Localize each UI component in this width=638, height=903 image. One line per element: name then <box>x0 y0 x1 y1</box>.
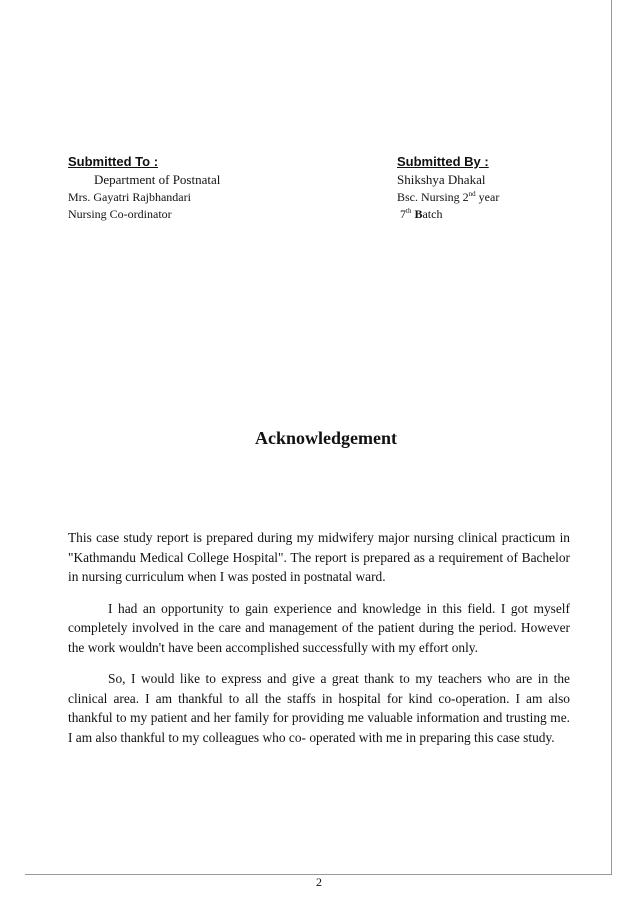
supervisor-role: Nursing Co-ordinator <box>68 207 172 221</box>
student-name: Shikshya Dhakal <box>397 172 486 187</box>
batch-rest: atch <box>422 207 443 221</box>
paragraph-3: So, I would like to express and give a great thank to my teachers who are in the clinical area. I am thankful to all the staffs in hospital for kind co-operation. I am also thankful to my patient and her family for providing me valuable information and trusting me. I am also thankful to my colleagues who co- operated with me in preparing this case study. <box>68 671 570 745</box>
course-ordinal: nd <box>468 190 476 198</box>
submitted-by-heading: Submitted By : <box>397 154 489 169</box>
course-prefix: Bsc. Nursing 2 <box>397 190 469 204</box>
batch-ordinal: th <box>406 207 412 215</box>
submitted-to-heading: Submitted To : <box>68 154 159 169</box>
batch-number: 7 <box>400 207 406 221</box>
course-suffix: year <box>475 190 500 204</box>
supervisor-name: Mrs. Gayatri Rajbhandari <box>68 190 191 204</box>
department-name: Department of Postnatal <box>94 172 221 187</box>
student-batch <box>397 206 607 223</box>
batch-initial: B <box>414 207 423 221</box>
paragraph-1: This case study report is prepared during my midwifery major nursing clinical practicum in "Kathmandu Medical College Hospital". The report is prepared as a requirement of Bachelor in nursing curriculum when I was posted in postnatal ward. <box>68 530 570 584</box>
submitted-to-block <box>68 153 348 223</box>
student-course <box>397 189 607 206</box>
submitted-by-block <box>397 153 607 223</box>
paragraph-2: I had an opportunity to gain experience and knowledge in this field. I got myself completely involved in the care and management of the patient during the period. However the work wouldn't have been accomplished successfully with my effort only. <box>68 600 570 655</box>
page-title: Acknowledgement <box>255 428 397 448</box>
page-number: 2 <box>316 875 322 889</box>
acknowledgement-body <box>68 528 570 759</box>
